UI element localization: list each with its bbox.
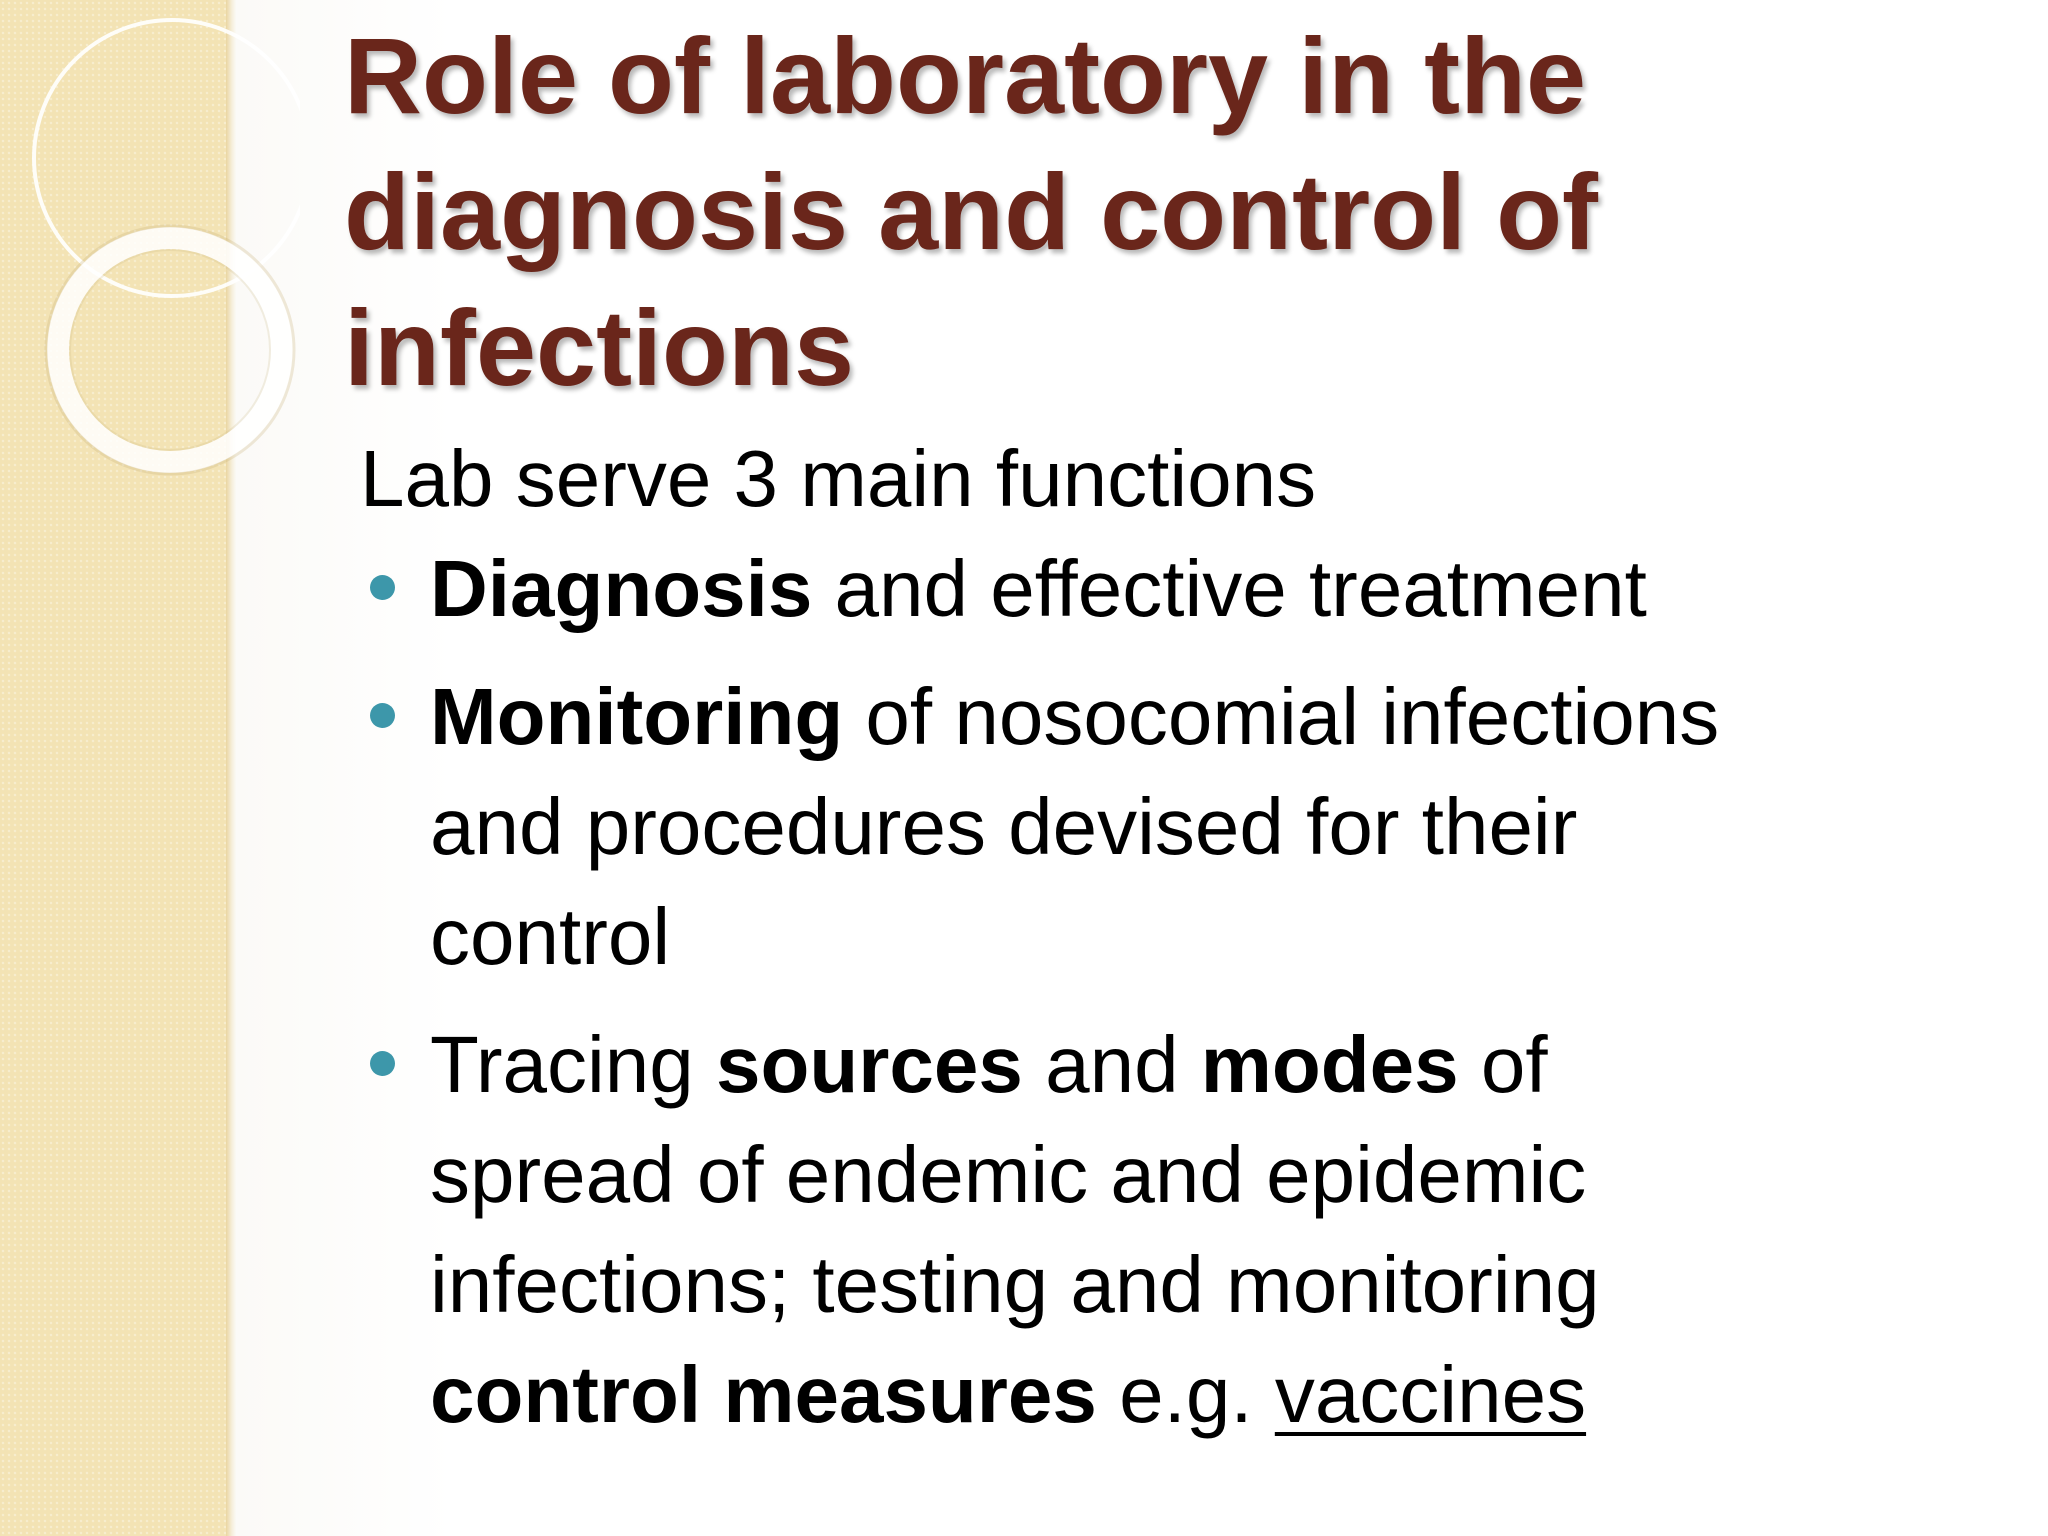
bullet-text: spread of endemic and epidemic	[430, 1130, 1587, 1219]
bullet-text: and procedures devised for their	[430, 782, 1578, 871]
bullet-text: of nosocomial infections	[843, 672, 1720, 761]
slide-title	[344, 8, 1844, 416]
bullet-text: e.g.	[1096, 1350, 1275, 1439]
bullet-line	[430, 772, 2000, 882]
bullet-list	[360, 534, 2000, 1450]
bullet-line	[430, 662, 2000, 772]
decorative-ring-large	[34, 20, 300, 296]
bullet-emphasis: Diagnosis	[430, 544, 813, 633]
slide-body	[360, 424, 2000, 1450]
bullet-emphasis: sources	[716, 1020, 1023, 1109]
title-line: Role of laboratory in the	[344, 15, 1587, 136]
bullet-line	[430, 882, 2000, 992]
bullet-text: and effective treatment	[812, 544, 1647, 633]
bullet-line	[430, 1340, 2000, 1450]
bullet-underlined-text: vaccines	[1274, 1350, 1587, 1439]
bullet-text: of	[1458, 1020, 1548, 1109]
bullet-emphasis: modes	[1200, 1020, 1459, 1109]
bullet-item	[360, 1010, 2000, 1450]
bullet-text: infections; testing and monitoring	[430, 1240, 1600, 1329]
bullet-text: control	[430, 892, 671, 981]
bullet-dot-icon	[370, 703, 395, 728]
title-line: infections	[344, 287, 855, 408]
title-line: diagnosis and control of	[344, 151, 1599, 272]
bullet-line	[430, 1230, 2000, 1340]
bullet-emphasis: Monitoring	[430, 672, 844, 761]
bullet-item	[360, 662, 2000, 992]
bullet-dot-icon	[370, 575, 395, 600]
bullet-line	[430, 1010, 2000, 1120]
intro-text: Lab serve 3 main functions	[360, 434, 1317, 523]
bullet-item	[360, 534, 2000, 644]
bullet-emphasis: control measures	[430, 1350, 1097, 1439]
decorative-rings-icon	[0, 0, 300, 520]
decorative-ring-small	[58, 238, 282, 462]
bullet-line	[430, 1120, 2000, 1230]
bullet-dot-icon	[370, 1051, 395, 1076]
bullet-line	[430, 534, 2000, 644]
bullet-text: Tracing	[430, 1020, 717, 1109]
bullet-text: and	[1022, 1020, 1201, 1109]
decorative-ring-small-shade	[46, 226, 294, 474]
